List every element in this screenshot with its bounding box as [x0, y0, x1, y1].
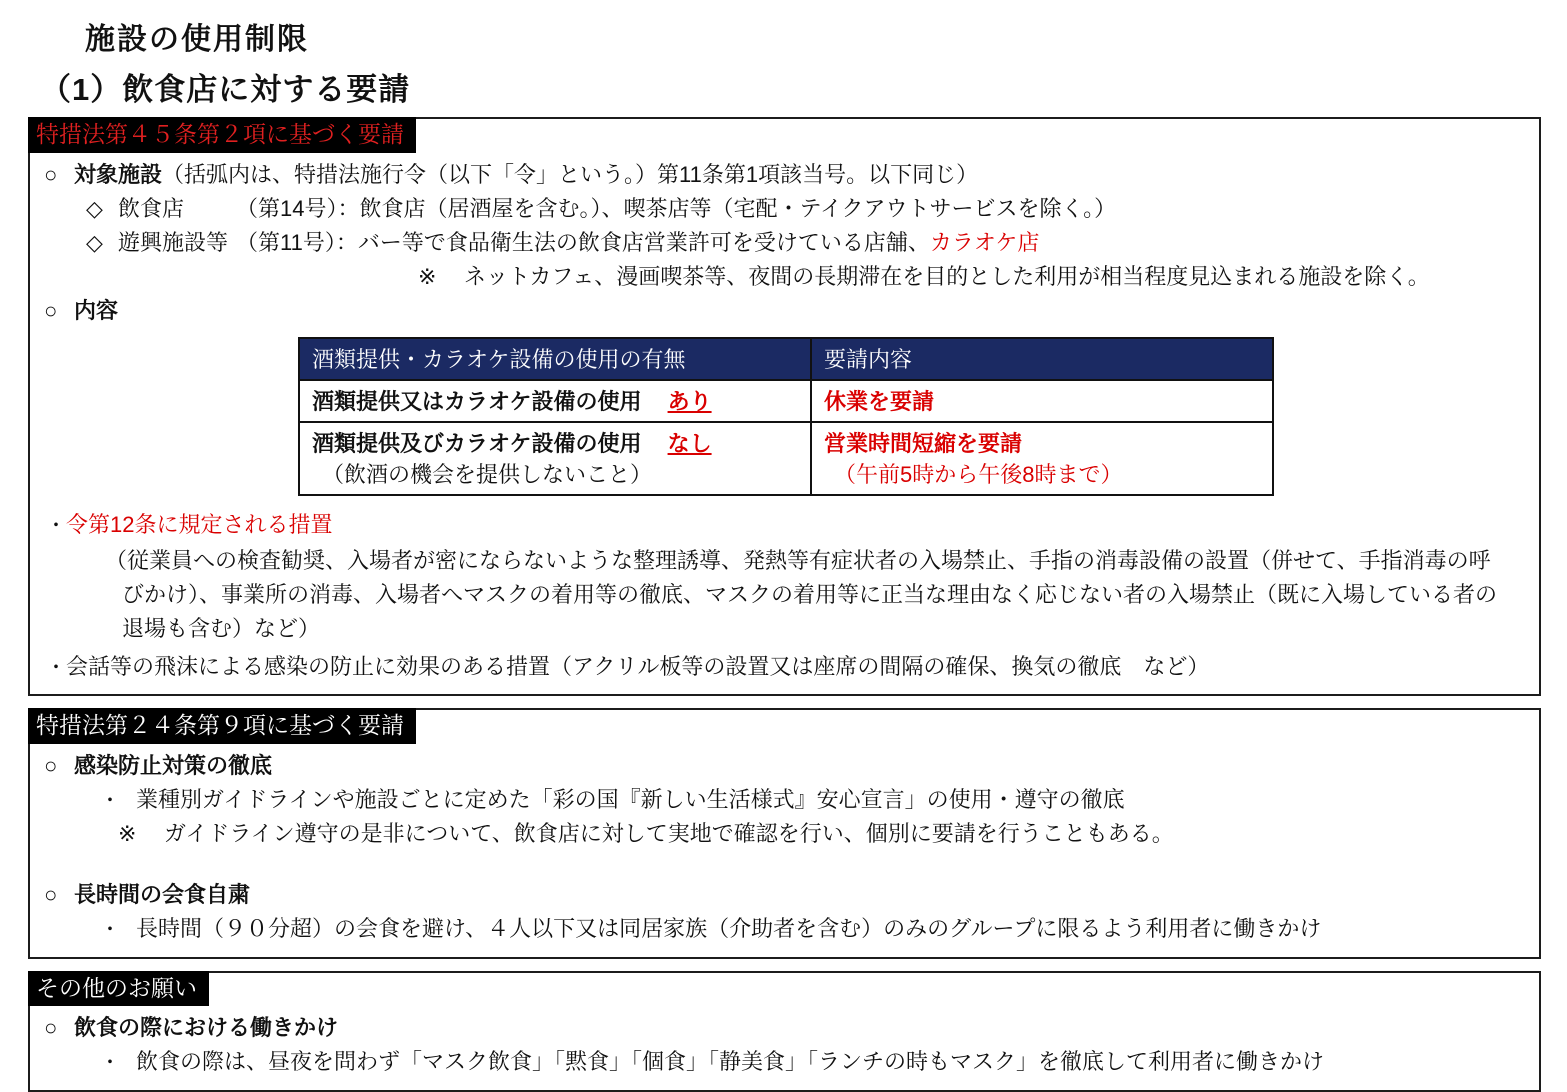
others-bullet-text: 飲食の際は、昼夜を問わず「マスク飲食」「黙食」「個食」「静美食」「ランチの時もマスク」を徹底して利用者に働きかけ	[136, 1049, 1325, 1075]
meal-bullet-text: 長時間（９０分超）の会食を避け、４人以下又は同居家族（介助者を含む）のみのグループに限るよう利用者に働きかけ	[136, 916, 1322, 942]
condition-text: 酒類提供又はカラオケ設備の使用	[312, 388, 642, 414]
prevention-guideline-text: 業種別ガイドラインや施設ごとに定めた「彩の国『新しい生活様式』安心宣言」の使用・遵守の徹底	[136, 786, 1125, 812]
condition-mark: あり	[667, 388, 712, 414]
facility-item-restaurant	[30, 194, 1539, 223]
meal-heading-row	[30, 880, 1539, 909]
section-article45-badge: 特措法第４５条第２項に基づく要請	[28, 117, 416, 153]
section-article24	[28, 708, 1541, 959]
request-cell	[811, 380, 1273, 422]
target-facilities-heading-row	[30, 160, 1539, 189]
condition-text: 酒類提供及びカラオケ設備の使用	[312, 430, 642, 456]
meal-bullet-row	[30, 914, 1539, 943]
request-cell	[811, 422, 1273, 495]
ordinance-measures-body: （従業員への検査勧奨、入場者が密にならないような整理誘導、発熱等有症状者の入場禁止、手指の消毒設備の設置（併せて、手指消毒の呼びかけ）、事業所の消毒、入場者へマスクの着用等の徹底、マスクの着用等に正当な理由なく応じない者の入場禁止（既に入場している者の退場も含む）など）	[105, 548, 1498, 642]
facility-item-entertainment	[30, 228, 1539, 257]
note-marker: ※	[118, 821, 137, 847]
section-article24-badge: 特措法第２４条第９項に基づく要請	[28, 708, 416, 744]
bullet-marker: ・	[100, 789, 120, 812]
section-others-badge: その他のお願い	[28, 971, 209, 1007]
circle-marker: ○	[44, 161, 58, 187]
facility-label: 飲食店	[118, 195, 185, 221]
diamond-marker: ◇	[86, 229, 103, 255]
exclusion-note-row	[30, 262, 1539, 291]
facility-label: 遊興施設等	[118, 229, 229, 255]
table-header-request: 要請内容	[811, 338, 1273, 380]
condition-cell	[299, 422, 811, 495]
section-article45	[28, 117, 1541, 696]
facility-desc: 飲食店（居酒屋を含む。）、喫茶店等（宅配・テイクアウトサービスを除く。）	[359, 195, 1117, 221]
circle-marker: ○	[44, 882, 58, 908]
table-header-condition: 酒類提供・カラオケ設備の使用の有無	[299, 338, 811, 380]
bullet-marker: ・	[100, 919, 120, 942]
request-text: 休業を要請	[824, 388, 935, 414]
diamond-marker: ◇	[86, 195, 103, 221]
facility-desc-red: カラオケ店	[929, 229, 1040, 255]
facility-number: （第14号）：	[236, 195, 360, 221]
exclusion-note: ネットカフェ、漫画喫茶等、夜間の長期滞在を目的とした利用が相当程度見込まれる施設を除く。	[464, 263, 1430, 289]
circle-marker: ○	[44, 297, 58, 323]
droplet-measure-text: 会話等の飛沫による感染の防止に効果のある措置（アクリル板等の設置又は座席の間隔の確保、換気の徹底 など）	[66, 653, 1210, 679]
others-heading-row	[30, 1013, 1539, 1042]
others-bullet-row	[30, 1047, 1539, 1076]
prevention-note-text: ガイドライン遵守の是非について、飲食店に対して実地で確認を行い、個別に要請を行うこともある。	[164, 821, 1174, 847]
condition-subtext: （飲酒の機会を提供しないこと）	[322, 461, 653, 487]
droplet-measure-row	[30, 652, 1539, 681]
condition-mark: なし	[667, 430, 712, 456]
meal-heading: 長時間の会食自粛	[74, 882, 251, 908]
bullet-marker: ・	[100, 1052, 120, 1075]
section-others	[28, 971, 1541, 1092]
target-facilities-note: （括弧内は、特措法施行令（以下「令」という。）第11条第1項該当号。以下同じ）	[162, 161, 979, 187]
note-marker: ※	[418, 263, 437, 289]
circle-marker: ○	[44, 752, 58, 778]
facility-desc: バー等で食品衛生法の飲食店営業許可を受けている店舗、	[357, 229, 930, 255]
table-row	[299, 422, 1273, 495]
circle-marker: ○	[44, 1015, 58, 1041]
page-title: 施設の使用制限	[85, 23, 309, 56]
prevention-guideline-row	[30, 785, 1539, 814]
ordinance-measures-heading-row	[30, 510, 1539, 539]
request-table	[298, 337, 1274, 496]
condition-cell	[299, 380, 811, 422]
content-heading-row	[30, 296, 1539, 325]
others-heading: 飲食の際における働きかけ	[74, 1015, 339, 1041]
page-subtitle: （1）飲食店に対する要請	[40, 72, 411, 107]
request-text: 営業時間短縮を要請	[824, 430, 1023, 456]
target-facilities-heading: 対象施設	[74, 161, 163, 187]
content-heading: 内容	[74, 297, 119, 323]
facility-number: （第11号）：	[236, 229, 358, 255]
prevention-heading-row	[30, 751, 1539, 780]
request-subtext: （午前5時から午後8時まで）	[834, 461, 1123, 487]
bullet-marker: ・	[46, 656, 66, 679]
table-header-row	[299, 338, 1273, 380]
prevention-note-row	[30, 819, 1539, 848]
table-row	[299, 380, 1273, 422]
bullet-marker: ・	[46, 514, 66, 537]
prevention-heading: 感染防止対策の徹底	[74, 752, 273, 778]
ordinance-measures-heading: 令第12条に規定される措置	[66, 511, 333, 537]
